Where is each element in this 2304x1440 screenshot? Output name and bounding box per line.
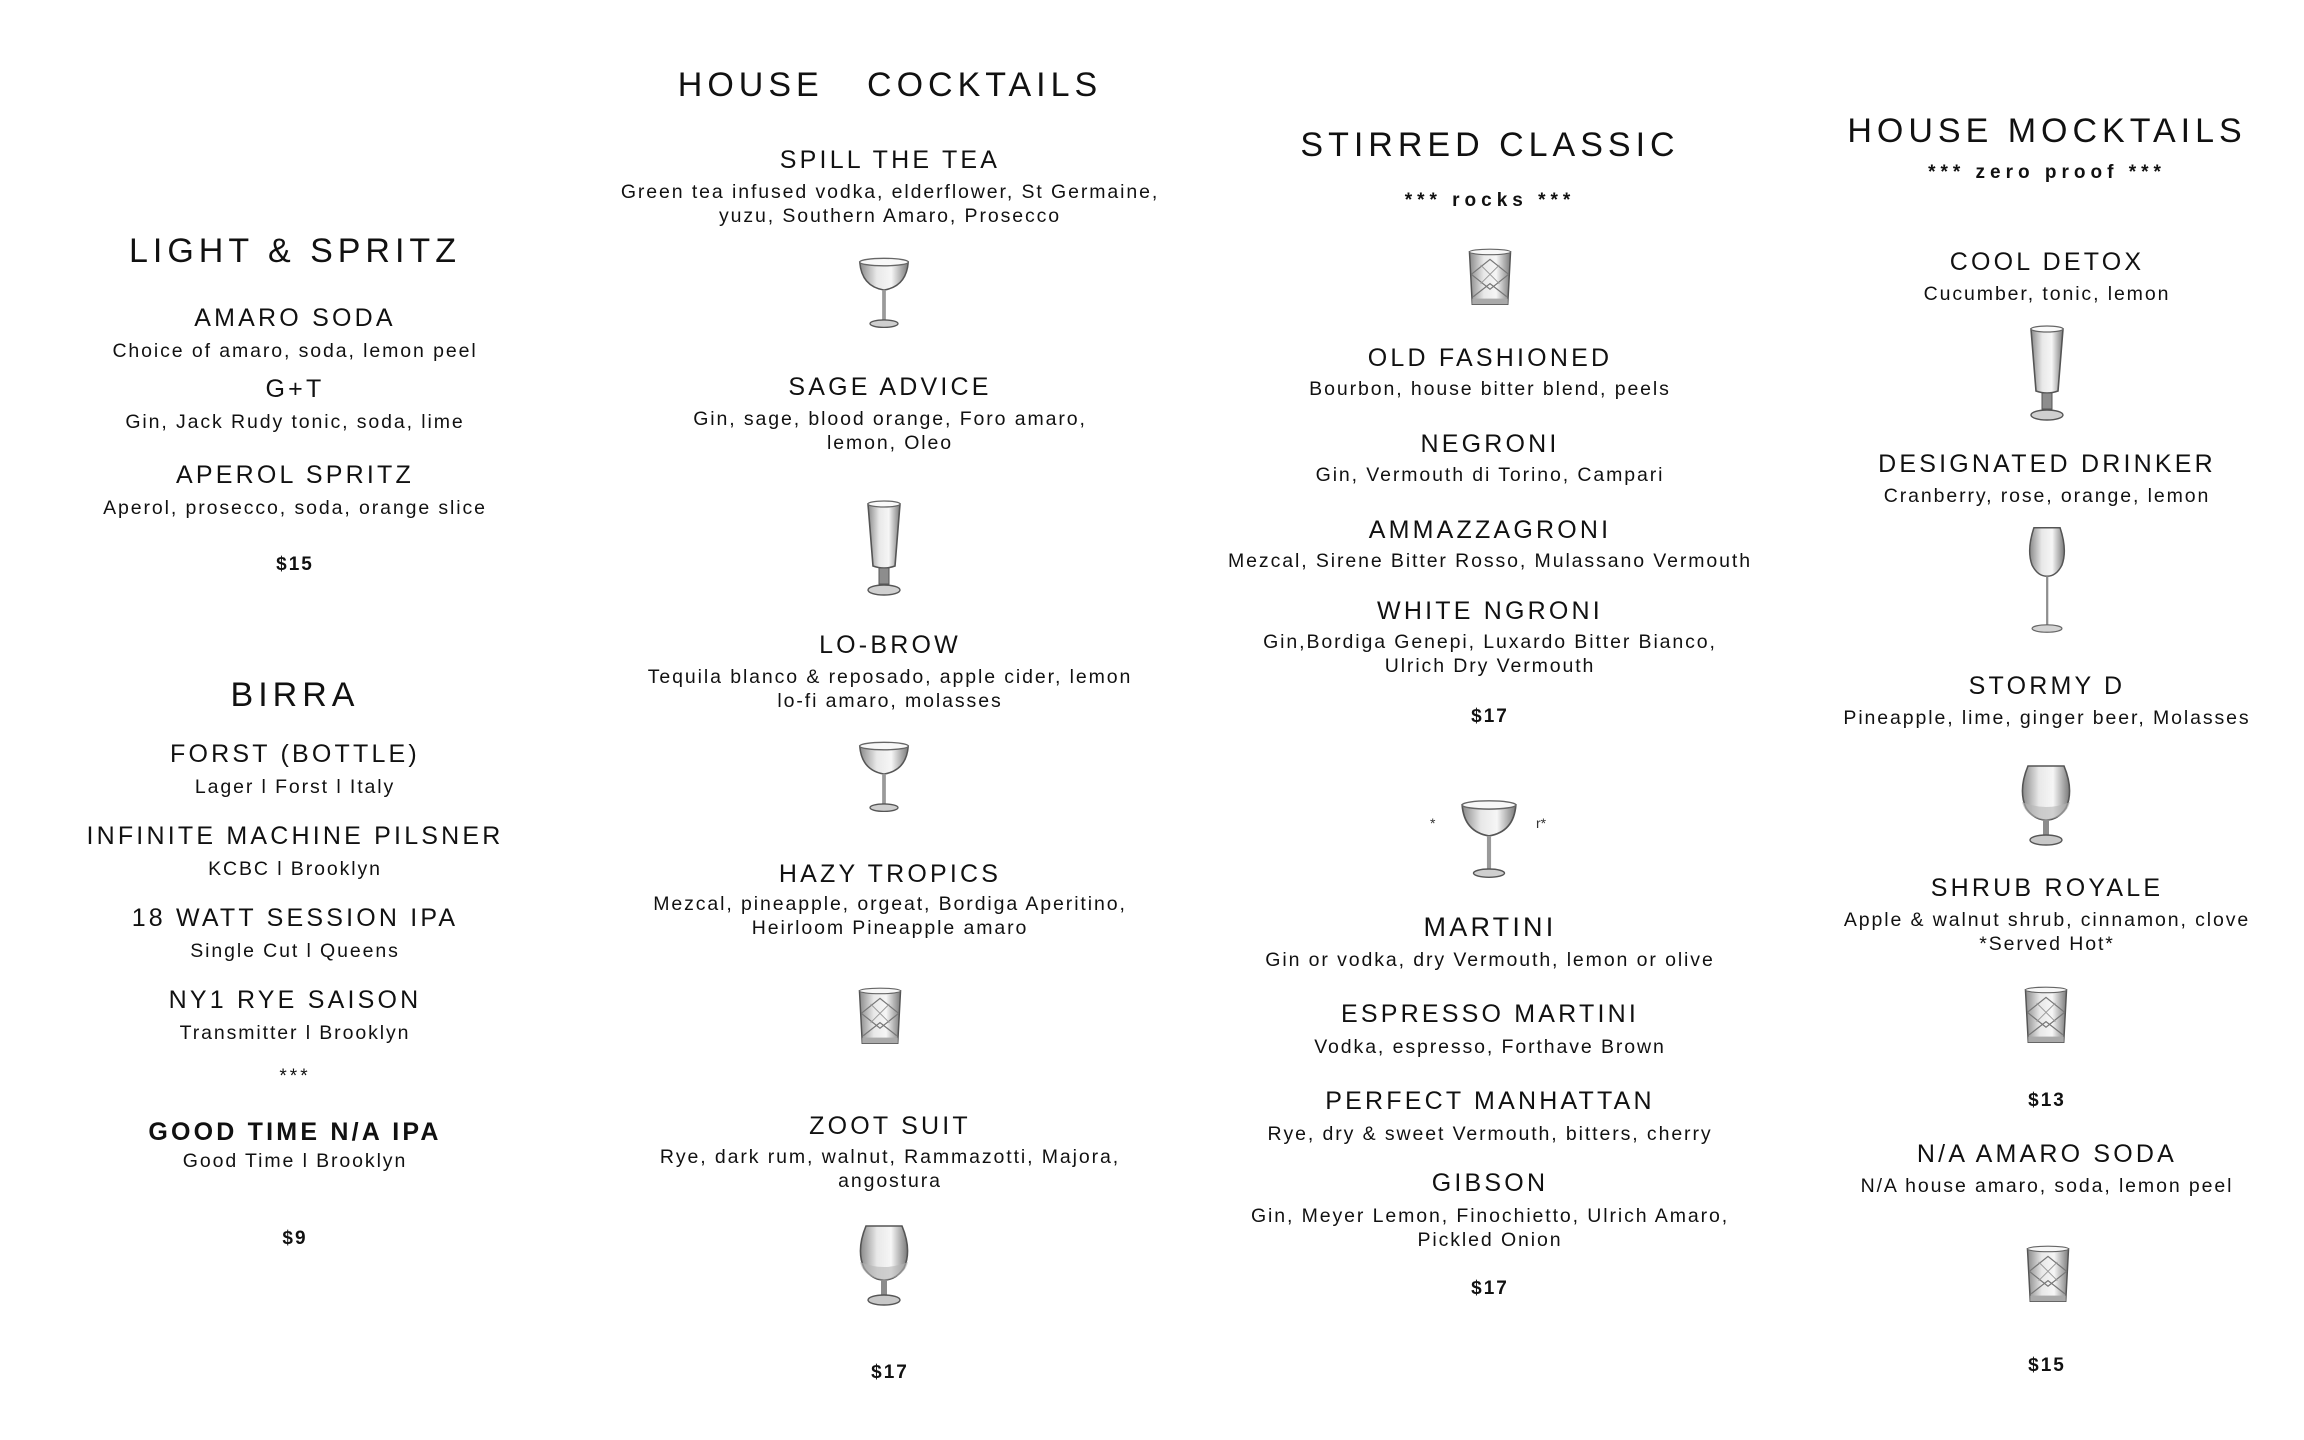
menu-item-name: GOOD TIME N/A IPA (148, 1118, 442, 1146)
menu-item-desc: Tequila blanco & reposado, apple cider, lemon (647, 666, 1133, 688)
menu-item-desc: Gin,Bordiga Genepi, Luxardo Bitter Bianco, (1263, 631, 1717, 653)
menu-item-name: G+T (265, 375, 325, 403)
menu-item-name: AMMAZZAGRONI (1368, 516, 1612, 544)
menu-item-desc: Gin, sage, blood orange, Foro amaro, (693, 408, 1087, 430)
price-birra: $9 (282, 1228, 308, 1249)
menu-item-name: AMARO SODA (194, 304, 396, 332)
rocks-glass-icon (2018, 982, 2074, 1052)
menu-item-desc: angostura (838, 1170, 942, 1192)
menu-item-desc: lo-fi amaro, molasses (777, 690, 1003, 712)
menu-item-desc: Aperol, prosecco, soda, orange slice (103, 497, 487, 519)
menu-item-desc: lemon, Oleo (826, 432, 954, 454)
coupe-glass-icon (856, 248, 912, 334)
rocks-glass-icon (1462, 244, 1518, 314)
menu-item-desc: Cucumber, tonic, lemon (1923, 283, 2171, 305)
menu-item-desc: Gin, Jack Rudy tonic, soda, lime (125, 411, 465, 433)
menu-item-name: APEROL SPRITZ (176, 461, 414, 489)
menu-item-name: DESIGNATED DRINKER (1878, 450, 2216, 478)
menu-item-desc: Rye, dry & sweet Vermouth, bitters, cherry (1267, 1123, 1713, 1145)
separator-stars: *** (279, 1066, 311, 1087)
column-stirred-classic (1190, 0, 1790, 1440)
menu-item-name: GIBSON (1431, 1169, 1549, 1197)
menu-item-desc: Rye, dark rum, walnut, Rammazotti, Majora, (659, 1146, 1121, 1168)
menu-item-desc: Pickled Onion (1417, 1229, 1563, 1251)
tall-footed-glass-icon (854, 500, 914, 600)
column-house-mocktails (1790, 0, 2304, 1440)
menu-item-desc: Choice of amaro, soda, lemon peel (112, 340, 478, 362)
menu-item-name: WHITE NGRONI (1377, 597, 1603, 625)
section-title-light-spritz: LIGHT & SPRITZ (129, 232, 461, 270)
menu-item-name: STORMY D (1968, 672, 2126, 700)
coupe-glass-icon (1458, 790, 1520, 884)
coupe-glass-icon (856, 732, 912, 818)
menu-item-desc: Bourbon, house bitter blend, peels (1309, 378, 1671, 400)
menu-item-name: INFINITE MACHINE PILSNER (86, 822, 504, 850)
menu-item-desc: Mezcal, Sirene Bitter Rosso, Mulassano Vermouth (1228, 550, 1752, 572)
menu-item-desc: Apple & walnut shrub, cinnamon, clove (1843, 909, 2251, 931)
price-stirred-up: $17 (1471, 1278, 1509, 1299)
menu-item-desc: Green tea infused vodka, elderflower, St Germaine, (620, 181, 1160, 203)
menu-item-name: NY1 RYE SAISON (168, 986, 422, 1014)
menu-item-name: FORST (BOTTLE) (170, 740, 420, 768)
menu-item-name: OLD FASHIONED (1367, 344, 1613, 372)
menu-item-desc: Heirloom Pineapple amaro (751, 917, 1029, 939)
menu-item-name: MARTINI (1423, 912, 1557, 942)
menu-item-desc: Good Time l Brooklyn (182, 1150, 408, 1172)
wine-glass-icon (2017, 524, 2077, 636)
menu-item-name: HAZY TROPICS (778, 860, 1002, 888)
menu-item-desc: Pineapple, lime, ginger beer, Molasses (1843, 707, 2251, 729)
menu-item-desc: Lager l Forst l Italy (194, 776, 396, 798)
up-mark-right: r* (1536, 815, 1547, 831)
menu-item-desc: Vodka, espresso, Forthave Brown (1314, 1036, 1666, 1058)
price-mocktails-1: $13 (2028, 1090, 2066, 1111)
up-mark-left: * (1430, 815, 1436, 831)
section-title-text: HOUSE COCKTAILS (677, 66, 1103, 104)
menu-item-name: ZOOT SUIT (809, 1112, 971, 1140)
menu-item-desc: Transmitter l Brooklyn (179, 1022, 411, 1044)
menu-item-name: LO-BROW (819, 631, 961, 659)
menu-item-name: SAGE ADVICE (788, 373, 992, 401)
tall-footed-glass-icon (2017, 325, 2077, 425)
menu-item-desc: Single Cut l Queens (190, 940, 400, 962)
price-stirred-rocks: $17 (1471, 706, 1509, 727)
section-title-house-mocktails: HOUSE MOCKTAILS (1847, 112, 2247, 150)
menu-item-name: NEGRONI (1420, 430, 1560, 458)
menu-item-desc: *Served Hot* (1979, 933, 2115, 955)
menu-item-name: ESPRESSO MARTINI (1340, 1000, 1639, 1028)
menu-item-desc: N/A house amaro, soda, lemon peel (1860, 1175, 2234, 1197)
menu-item-desc: KCBC l Brooklyn (208, 858, 382, 880)
menu-item-name: COOL DETOX (1949, 248, 2145, 276)
section-title-house-cocktails (590, 66, 1190, 105)
rocks-glass-icon (852, 984, 908, 1052)
section-subtitle-zero-proof: *** zero proof *** (1928, 162, 2166, 183)
menu-item-name: N/A AMARO SODA (1916, 1140, 2178, 1168)
menu-item-desc: Gin, Meyer Lemon, Finochietto, Ulrich Amaro, (1250, 1205, 1730, 1227)
menu-item-desc: Ulrich Dry Vermouth (1384, 655, 1596, 677)
column-house-cocktails (590, 0, 1190, 1440)
snifter-glass-icon (854, 1220, 914, 1310)
menu-item-name: PERFECT MANHATTAN (1325, 1087, 1655, 1115)
rocks-glass-icon (2020, 1240, 2076, 1312)
section-subtitle-rocks: *** rocks *** (1404, 190, 1576, 211)
menu-item-name: SHRUB ROYALE (1930, 874, 2164, 902)
menu-item-name: 18 WATT SESSION IPA (131, 904, 459, 932)
menu-item-desc: Gin, Vermouth di Torino, Campari (1315, 464, 1665, 486)
price-mocktails-2: $15 (2028, 1355, 2066, 1376)
price-house-cocktails: $17 (871, 1362, 909, 1383)
price-light-spritz: $15 (276, 554, 314, 575)
menu-item-desc: yuzu, Southern Amaro, Prosecco (718, 205, 1062, 227)
menu-item-desc: Mezcal, pineapple, orgeat, Bordiga Aperitino, (653, 893, 1127, 915)
snifter-glass-icon (2015, 760, 2077, 850)
menu-item-name: SPILL THE TEA (779, 146, 1001, 174)
section-title-stirred-classic: STIRRED CLASSIC (1300, 126, 1680, 164)
section-title-birra: BIRRA (230, 676, 360, 714)
menu-item-desc: Gin or vodka, dry Vermouth, lemon or olive (1265, 949, 1715, 971)
menu-item-desc: Cranberry, rose, orange, lemon (1883, 485, 2211, 507)
column-light-birra (0, 0, 590, 1440)
